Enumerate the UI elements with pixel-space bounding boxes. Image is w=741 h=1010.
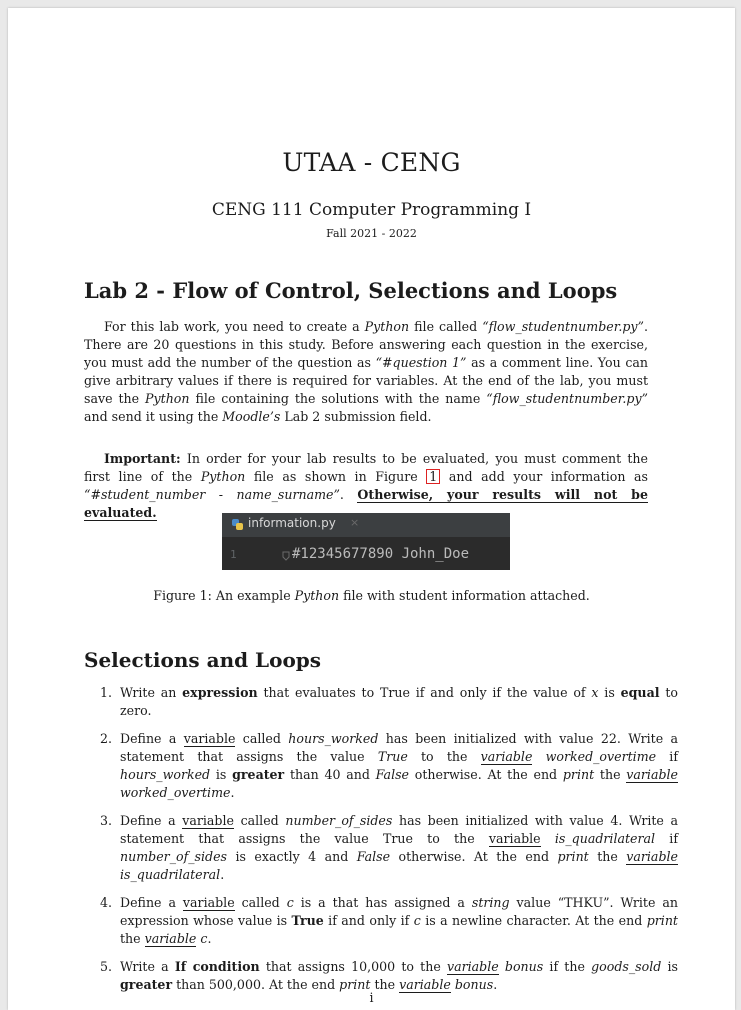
document-title: UTAA - CENG	[282, 148, 461, 177]
lab-heading: Lab 2 - Flow of Control, Selections and Loops	[84, 278, 618, 303]
important-label: Important:	[104, 451, 181, 466]
editor-tab	[222, 513, 510, 537]
question-number: 2.	[100, 731, 113, 746]
evaluation-warning: Otherwise, your results will not be evaluated.	[84, 487, 648, 520]
question-item: 4. Define a variable called c is a that has assigned a string value “THKU”. Write an expression whose value is True if and only if c is a newline character. At the end print the variable c.	[100, 895, 679, 946]
tab-filename: information.py	[248, 516, 336, 530]
line-number: 1	[230, 548, 237, 561]
question-number: 4.	[100, 895, 113, 910]
figure-reference-link[interactable]: 1	[426, 469, 440, 484]
question-number: 5.	[100, 959, 113, 974]
selections-heading: Selections and Loops	[84, 648, 322, 672]
document-page	[8, 8, 735, 1010]
question-number: 3.	[100, 813, 113, 828]
code-line: #12345677890 John_Doe	[292, 546, 470, 562]
python-file-icon	[231, 518, 244, 531]
question-item: 3. Define a variable called number_of_sides has been initialized with value 4. Write a statement that assigns the value True to the variable is_quadrilateral if number_of_sides is exactly 4 and False otherwise. At the end print the variable is_quadrilateral.	[100, 813, 679, 882]
course-name: CENG 111 Computer Programming I	[211, 200, 532, 220]
question-list	[100, 684, 678, 1004]
fold-marker-icon	[282, 551, 290, 561]
question-item: 1. Write an expression that evaluates to True if and only if the value of x is equal to zero.	[100, 685, 678, 718]
question-item: 2. Define a variable called hours_worked has been initialized with value 22. Write a statement that assigns the value True to the variable worked_overtime if hours_worked is greater than 40 and False otherwise. At the end print the variable worked_overtime.	[100, 731, 679, 800]
code-editor-figure	[222, 513, 510, 570]
figure-caption: Figure 1: An example Python file with student information attached.	[153, 588, 590, 603]
intro-paragraph: For this lab work, you need to create a Python file called “flow_studentnumber.py”. There are 20 questions in this study. Before answering each question in the exercise, you must add the number of the question as “#question 1” as a comment line. You can give arbitrary values if there is required for variables. At the end of the lab, you must save the Python file containing the solutions with the name “flow_studentnumber.py” and send it using the Moodle’s Lab 2 submission field.	[84, 319, 649, 424]
page-number: i	[369, 990, 374, 1005]
question-number: 1.	[100, 685, 113, 700]
term: Fall 2021 - 2022	[326, 227, 417, 240]
important-paragraph: Important: In order for your lab results to be evaluated, you must comment the first line of the Python file as shown in Figure 1 and add your information as “#student_number - name_surname”. Otherwise, your results will not be evaluated.	[84, 451, 649, 520]
close-icon: ×	[350, 516, 360, 529]
question-item: 5. Write a If condition that assigns 10,000 to the variable bonus if the goods_sold is greater than 500,000. At the end print the variable bonus.	[100, 959, 678, 992]
